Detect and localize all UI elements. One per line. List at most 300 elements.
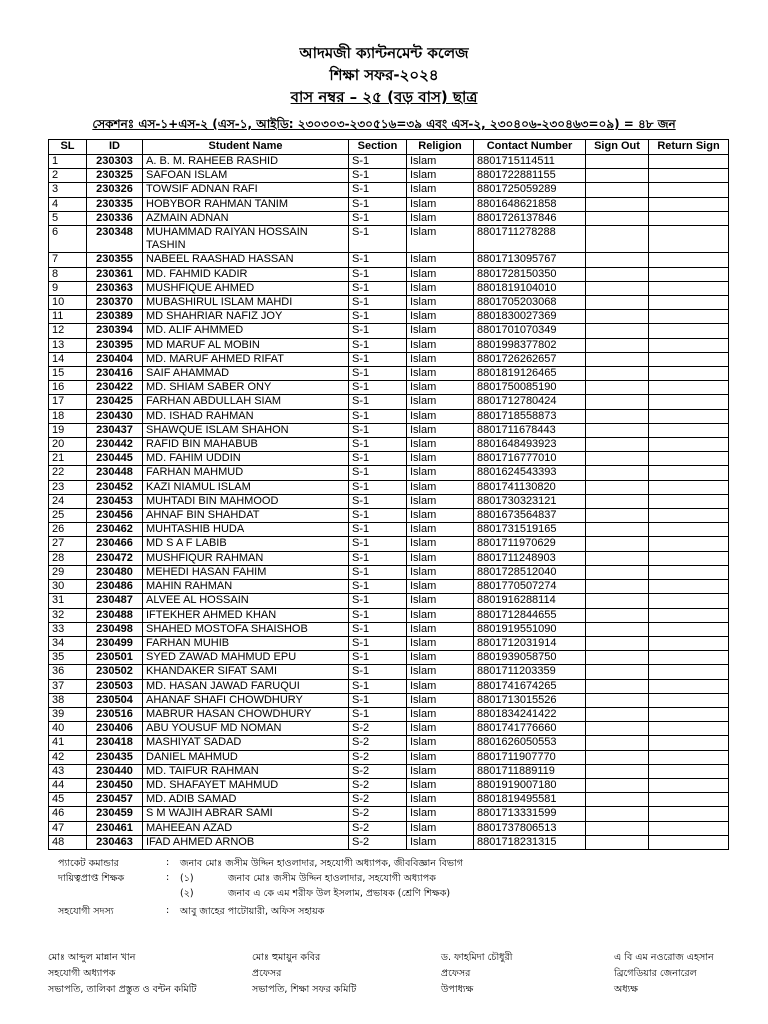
cell-student-name: MD. ALIF AHMMED: [143, 324, 349, 338]
table-row: [49, 281, 729, 295]
assistant-member-label: সহযোগী সদস্য: [58, 906, 114, 917]
cell-section: S-1: [349, 622, 407, 636]
cell-student-name: FARHAN MAHMUD: [143, 466, 349, 480]
cell-section: S-1: [349, 438, 407, 452]
cell-section: S-1: [349, 580, 407, 594]
cell-id: 230452: [87, 480, 143, 494]
cell-student-name: MD SHAHRIAR NAFIZ JOY: [143, 310, 349, 324]
cell-id: 230466: [87, 537, 143, 551]
cell-return-sign: [649, 494, 729, 508]
cell-section: S-1: [349, 679, 407, 693]
cell-section: S-1: [349, 381, 407, 395]
cell-id: 230499: [87, 636, 143, 650]
cell-sign-out: [586, 395, 649, 409]
cell-section: S-2: [349, 821, 407, 835]
cell-sl: 19: [49, 423, 87, 437]
table-row: [49, 793, 729, 807]
cell-sign-out: [586, 722, 649, 736]
table-row: [49, 707, 729, 721]
cell-religion: Islam: [407, 183, 474, 197]
cell-student-name: MUHTASHIB HUDA: [143, 523, 349, 537]
cell-contact-number: 8801711278288: [474, 226, 586, 253]
table-row: [49, 665, 729, 679]
cell-student-name: MAHEEAN AZAD: [143, 821, 349, 835]
cell-return-sign: [649, 608, 729, 622]
cell-id: 230463: [87, 835, 143, 849]
cell-sl: 32: [49, 608, 87, 622]
teacher-2-number: (২): [180, 888, 194, 899]
cell-sign-out: [586, 169, 649, 183]
table-row: [49, 594, 729, 608]
signatory-name: ড. ফাহমিদা চৌধুরী: [441, 952, 513, 963]
cell-section: S-1: [349, 707, 407, 721]
cell-sign-out: [586, 622, 649, 636]
cell-student-name: MD. HASAN JAWAD FARUQUI: [143, 679, 349, 693]
cell-sign-out: [586, 211, 649, 225]
cell-return-sign: [649, 622, 729, 636]
cell-religion: Islam: [407, 480, 474, 494]
cell-contact-number: 8801741674265: [474, 679, 586, 693]
signatory-role: সভাপতি, শিক্ষা সফর কমিটি: [252, 984, 357, 995]
cell-sl: 27: [49, 537, 87, 551]
cell-section: S-2: [349, 750, 407, 764]
cell-sl: 34: [49, 636, 87, 650]
cell-sl: 8: [49, 267, 87, 281]
cell-religion: Islam: [407, 296, 474, 310]
cell-section: S-1: [349, 693, 407, 707]
table-row: [49, 480, 729, 494]
cell-return-sign: [649, 367, 729, 381]
cell-student-name: MD S A F LABIB: [143, 537, 349, 551]
cell-section: S-1: [349, 367, 407, 381]
table-row: [49, 226, 729, 253]
cell-return-sign: [649, 509, 729, 523]
cell-student-name: SHAHED MOSTOFA SHAISHOB: [143, 622, 349, 636]
cell-religion: Islam: [407, 764, 474, 778]
cell-student-name: FARHAN ABDULLAH SIAM: [143, 395, 349, 409]
table-header-row: [49, 140, 729, 155]
cell-id: 230395: [87, 338, 143, 352]
cell-section: S-1: [349, 494, 407, 508]
cell-sl: 18: [49, 409, 87, 423]
cell-religion: Islam: [407, 778, 474, 792]
cell-sl: 6: [49, 226, 87, 253]
signature-block-2: [252, 950, 356, 998]
cell-id: 230445: [87, 452, 143, 466]
cell-sl: 41: [49, 736, 87, 750]
tour-title: শিক্ষা সফর-২০২৪: [329, 66, 439, 84]
table-row: [49, 494, 729, 508]
cell-return-sign: [649, 793, 729, 807]
cell-contact-number: 8801713015526: [474, 693, 586, 707]
cell-sl: 31: [49, 594, 87, 608]
cell-sl: 3: [49, 183, 87, 197]
signatory-name: মোঃ আব্দুল মান্নান খান: [48, 952, 136, 963]
cell-contact-number: 8801715114511: [474, 155, 586, 169]
cell-religion: Islam: [407, 707, 474, 721]
cell-student-name: MUSHFIQUR RAHMAN: [143, 551, 349, 565]
cell-religion: Islam: [407, 565, 474, 579]
cell-id: 230361: [87, 267, 143, 281]
cell-contact-number: 8801834241422: [474, 707, 586, 721]
cell-contact-number: 8801712844655: [474, 608, 586, 622]
cell-religion: Islam: [407, 750, 474, 764]
cell-sl: 12: [49, 324, 87, 338]
cell-id: 230435: [87, 750, 143, 764]
col-header-section: Section: [349, 140, 407, 155]
cell-contact-number: 8801730323121: [474, 494, 586, 508]
cell-contact-number: 8801731519165: [474, 523, 586, 537]
cell-contact-number: 8801725059289: [474, 183, 586, 197]
cell-section: S-1: [349, 466, 407, 480]
cell-contact-number: 8801705203068: [474, 296, 586, 310]
cell-section: S-2: [349, 722, 407, 736]
table-row: [49, 565, 729, 579]
cell-sign-out: [586, 352, 649, 366]
cell-return-sign: [649, 169, 729, 183]
table-row: [49, 367, 729, 381]
cell-contact-number: 8801718558873: [474, 409, 586, 423]
cell-sign-out: [586, 338, 649, 352]
cell-student-name: MUSHFIQUE AHMED: [143, 281, 349, 295]
cell-id: 230406: [87, 722, 143, 736]
cell-return-sign: [649, 537, 729, 551]
cell-return-sign: [649, 438, 729, 452]
cell-return-sign: [649, 679, 729, 693]
cell-sign-out: [586, 452, 649, 466]
cell-section: S-2: [349, 807, 407, 821]
cell-contact-number: 8801919007180: [474, 778, 586, 792]
cell-sl: 5: [49, 211, 87, 225]
cell-contact-number: 8801722881155: [474, 169, 586, 183]
cell-contact-number: 8801916288114: [474, 594, 586, 608]
cell-section: S-1: [349, 423, 407, 437]
cell-religion: Islam: [407, 608, 474, 622]
cell-section: S-1: [349, 409, 407, 423]
cell-id: 230348: [87, 226, 143, 253]
cell-section: S-1: [349, 665, 407, 679]
cell-sign-out: [586, 651, 649, 665]
cell-religion: Islam: [407, 665, 474, 679]
cell-religion: Islam: [407, 438, 474, 452]
col-header-id: ID: [87, 140, 143, 155]
cell-religion: Islam: [407, 537, 474, 551]
cell-sl: 47: [49, 821, 87, 835]
cell-return-sign: [649, 466, 729, 480]
cell-sl: 38: [49, 693, 87, 707]
cell-contact-number: 8801716777010: [474, 452, 586, 466]
cell-sign-out: [586, 296, 649, 310]
cell-return-sign: [649, 423, 729, 437]
cell-sign-out: [586, 835, 649, 849]
cell-return-sign: [649, 736, 729, 750]
cell-contact-number: 8801711678443: [474, 423, 586, 437]
signatory-role: অধ্যক্ষ: [614, 984, 639, 995]
cell-religion: Islam: [407, 821, 474, 835]
cell-sl: 40: [49, 722, 87, 736]
cell-religion: Islam: [407, 324, 474, 338]
responsible-teacher-label: দায়িত্বপ্রাপ্ত শিক্ষক: [58, 873, 125, 884]
table-row: [49, 211, 729, 225]
cell-contact-number: 8801939058750: [474, 651, 586, 665]
cell-contact-number: 8801919551090: [474, 622, 586, 636]
cell-contact-number: 8801728512040: [474, 565, 586, 579]
cell-contact-number: 8801648493923: [474, 438, 586, 452]
cell-contact-number: 8801819104010: [474, 281, 586, 295]
cell-student-name: MD. MARUF AHMED RIFAT: [143, 352, 349, 366]
cell-student-name: KHANDAKER SIFAT SAMI: [143, 665, 349, 679]
cell-religion: Islam: [407, 169, 474, 183]
colon: :: [166, 872, 170, 883]
cell-sign-out: [586, 466, 649, 480]
cell-sign-out: [586, 551, 649, 565]
table-row: [49, 183, 729, 197]
cell-id: 230422: [87, 381, 143, 395]
cell-id: 230416: [87, 367, 143, 381]
cell-religion: Islam: [407, 352, 474, 366]
cell-sign-out: [586, 764, 649, 778]
cell-religion: Islam: [407, 523, 474, 537]
cell-student-name: MABRUR HASAN CHOWDHURY: [143, 707, 349, 721]
cell-student-name: MD MARUF AL MOBIN: [143, 338, 349, 352]
cell-sl: 1: [49, 155, 87, 169]
table-row: [49, 466, 729, 480]
cell-student-name: AHNAF BIN SHAHDAT: [143, 509, 349, 523]
cell-id: 230335: [87, 197, 143, 211]
cell-id: 230442: [87, 438, 143, 452]
table-row: [49, 338, 729, 352]
cell-id: 230450: [87, 778, 143, 792]
cell-return-sign: [649, 381, 729, 395]
table-row: [49, 608, 729, 622]
col-header-student-name: Student Name: [143, 140, 349, 155]
table-row: [49, 736, 729, 750]
cell-student-name: MD. TAIFUR RAHMAN: [143, 764, 349, 778]
cell-return-sign: [649, 226, 729, 253]
table-row: [49, 807, 729, 821]
cell-return-sign: [649, 693, 729, 707]
cell-contact-number: 8801711889119: [474, 764, 586, 778]
cell-religion: Islam: [407, 253, 474, 267]
cell-sign-out: [586, 367, 649, 381]
col-header-sl: SL: [49, 140, 87, 155]
cell-return-sign: [649, 565, 729, 579]
cell-sign-out: [586, 608, 649, 622]
cell-student-name: IFAD AHMED ARNOB: [143, 835, 349, 849]
col-header-religion: Religion: [407, 140, 474, 155]
col-header-return-sign: Return Sign: [649, 140, 729, 155]
cell-id: 230459: [87, 807, 143, 821]
cell-student-name: S M WAJIH ABRAR SAMI: [143, 807, 349, 821]
cell-sl: 4: [49, 197, 87, 211]
cell-student-name: MD. ISHAD RAHMAN: [143, 409, 349, 423]
cell-student-name: MD. FAHMID KADIR: [143, 267, 349, 281]
cell-id: 230370: [87, 296, 143, 310]
cell-sign-out: [586, 197, 649, 211]
cell-section: S-1: [349, 226, 407, 253]
cell-contact-number: 8801741130820: [474, 480, 586, 494]
cell-section: S-2: [349, 778, 407, 792]
cell-student-name: MEHEDI HASAN FAHIM: [143, 565, 349, 579]
table-row: [49, 381, 729, 395]
cell-sign-out: [586, 523, 649, 537]
cell-sign-out: [586, 253, 649, 267]
cell-section: S-1: [349, 551, 407, 565]
cell-student-name: ALVEE AL HOSSAIN: [143, 594, 349, 608]
cell-religion: Islam: [407, 367, 474, 381]
cell-section: S-1: [349, 480, 407, 494]
cell-id: 230516: [87, 707, 143, 721]
cell-id: 230480: [87, 565, 143, 579]
cell-sl: 20: [49, 438, 87, 452]
table-row: [49, 750, 729, 764]
cell-contact-number: 8801726137846: [474, 211, 586, 225]
cell-return-sign: [649, 580, 729, 594]
cell-id: 230336: [87, 211, 143, 225]
cell-id: 230472: [87, 551, 143, 565]
table-row: [49, 537, 729, 551]
table-row: [49, 169, 729, 183]
colon: :: [166, 857, 170, 868]
cell-id: 230457: [87, 793, 143, 807]
cell-contact-number: 8801770507274: [474, 580, 586, 594]
cell-student-name: SYED ZAWAD MAHMUD EPU: [143, 651, 349, 665]
table-row: [49, 821, 729, 835]
colon: :: [166, 905, 170, 916]
table-row: [49, 310, 729, 324]
cell-section: S-1: [349, 155, 407, 169]
cell-return-sign: [649, 722, 729, 736]
cell-religion: Islam: [407, 679, 474, 693]
cell-sign-out: [586, 480, 649, 494]
cell-sl: 21: [49, 452, 87, 466]
cell-religion: Islam: [407, 509, 474, 523]
cell-id: 230487: [87, 594, 143, 608]
cell-return-sign: [649, 594, 729, 608]
col-header-contact-number: Contact Number: [474, 140, 586, 155]
cell-return-sign: [649, 281, 729, 295]
table-row: [49, 438, 729, 452]
signatory-name: এ বি এম নওরোজ এহসান: [614, 952, 714, 963]
cell-id: 230488: [87, 608, 143, 622]
cell-sl: 14: [49, 352, 87, 366]
cell-id: 230389: [87, 310, 143, 324]
cell-section: S-1: [349, 253, 407, 267]
teacher-1-name: জনাব মোঃ জসীম উদ্দিন হাওলাদার, সহযোগী অধ্যাপক: [228, 873, 436, 884]
cell-return-sign: [649, 352, 729, 366]
cell-return-sign: [649, 452, 729, 466]
table-row: [49, 764, 729, 778]
table-row: [49, 778, 729, 792]
cell-return-sign: [649, 155, 729, 169]
cell-sl: 36: [49, 665, 87, 679]
bus-number: বাস নম্বর – ২৫ (বড় বাস) ছাত্র: [290, 88, 478, 106]
cell-sl: 26: [49, 523, 87, 537]
college-name: আদমজী ক্যান্টনমেন্ট কলেজ: [299, 44, 469, 62]
cell-religion: Islam: [407, 197, 474, 211]
cell-sl: 10: [49, 296, 87, 310]
cell-section: S-1: [349, 509, 407, 523]
cell-id: 230503: [87, 679, 143, 693]
cell-religion: Islam: [407, 835, 474, 849]
cell-id: 230437: [87, 423, 143, 437]
cell-contact-number: 8801726262657: [474, 352, 586, 366]
cell-contact-number: 8801741776660: [474, 722, 586, 736]
cell-sl: 15: [49, 367, 87, 381]
cell-section: S-1: [349, 537, 407, 551]
cell-id: 230303: [87, 155, 143, 169]
cell-religion: Islam: [407, 793, 474, 807]
cell-student-name: SAIF AHAMMAD: [143, 367, 349, 381]
cell-sl: 2: [49, 169, 87, 183]
signatory-title: প্রফেসর: [441, 968, 471, 979]
signatory-role: সভাপতি, তালিকা প্রস্তুত ও বন্টন কমিটি: [48, 984, 197, 995]
cell-student-name: HOBYBOR RAHMAN TANIM: [143, 197, 349, 211]
cell-id: 230394: [87, 324, 143, 338]
cell-religion: Islam: [407, 267, 474, 281]
cell-return-sign: [649, 523, 729, 537]
cell-section: S-1: [349, 565, 407, 579]
table-row: [49, 409, 729, 423]
table-row: [49, 835, 729, 849]
cell-contact-number: 8801711248903: [474, 551, 586, 565]
cell-sign-out: [586, 679, 649, 693]
cell-id: 230363: [87, 281, 143, 295]
table-row: [49, 452, 729, 466]
cell-student-name: IFTEKHER AHMED KHAN: [143, 608, 349, 622]
cell-student-name: MUHAMMAD RAIYAN HOSSAIN TASHIN: [143, 226, 349, 253]
cell-religion: Islam: [407, 281, 474, 295]
table-row: [49, 197, 729, 211]
cell-contact-number: 8801626050553: [474, 736, 586, 750]
cell-contact-number: 8801830027369: [474, 310, 586, 324]
table-body: [49, 155, 729, 850]
cell-section: S-1: [349, 267, 407, 281]
cell-section: S-1: [349, 636, 407, 650]
cell-contact-number: 8801711203359: [474, 665, 586, 679]
cell-contact-number: 8801737806513: [474, 821, 586, 835]
cell-return-sign: [649, 636, 729, 650]
cell-sl: 42: [49, 750, 87, 764]
cell-religion: Islam: [407, 381, 474, 395]
cell-sl: 48: [49, 835, 87, 849]
cell-student-name: MD. SHIAM SABER ONY: [143, 381, 349, 395]
teacher-1-number: (১): [180, 873, 194, 884]
cell-student-name: AHANAF SHAFI CHOWDHURY: [143, 693, 349, 707]
cell-return-sign: [649, 651, 729, 665]
cell-sign-out: [586, 665, 649, 679]
signatory-title: সহযোগী অধ্যাপক: [48, 968, 116, 979]
table-row: [49, 267, 729, 281]
cell-sl: 45: [49, 793, 87, 807]
table-row: [49, 423, 729, 437]
cell-sign-out: [586, 750, 649, 764]
cell-sign-out: [586, 793, 649, 807]
cell-id: 230404: [87, 352, 143, 366]
cell-student-name: MAHIN RAHMAN: [143, 580, 349, 594]
cell-sl: 24: [49, 494, 87, 508]
cell-sign-out: [586, 438, 649, 452]
cell-return-sign: [649, 310, 729, 324]
cell-sl: 44: [49, 778, 87, 792]
cell-sign-out: [586, 267, 649, 281]
cell-section: S-1: [349, 324, 407, 338]
cell-contact-number: 8801998377802: [474, 338, 586, 352]
cell-return-sign: [649, 197, 729, 211]
cell-sign-out: [586, 494, 649, 508]
cell-id: 230425: [87, 395, 143, 409]
cell-contact-number: 8801712031914: [474, 636, 586, 650]
